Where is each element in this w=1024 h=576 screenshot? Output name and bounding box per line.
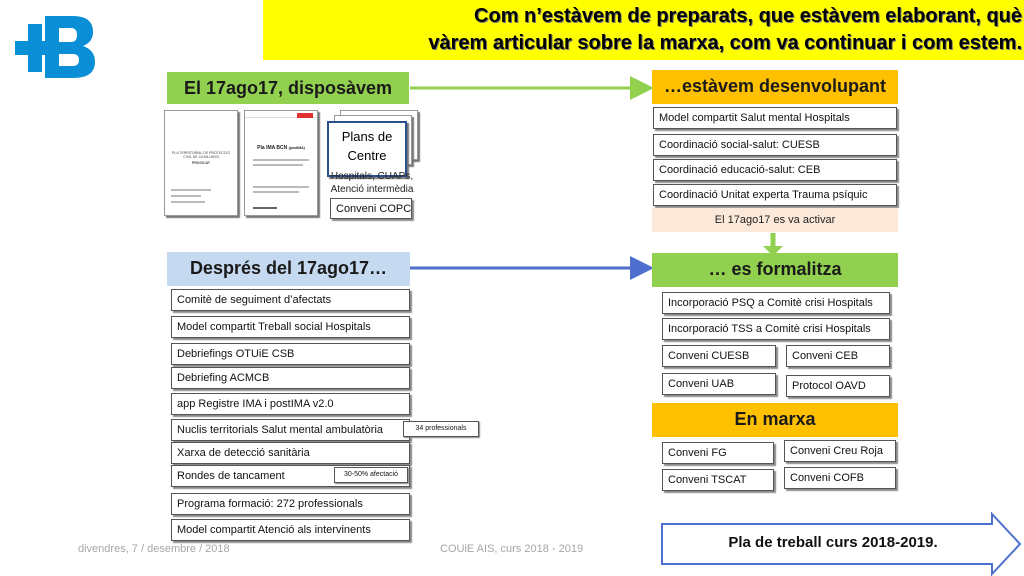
list-item: Xarxa de detecció sanitària bbox=[171, 442, 410, 464]
title-line-2: vàrem articular sobre la marxa, com va continuar i com estem. bbox=[428, 32, 1022, 54]
footer-course: COUiE AIS, curs 2018 - 2019 bbox=[440, 543, 584, 555]
list-item: app Registre IMA i postIMA v2.0 bbox=[171, 393, 410, 415]
plans-de-centre: Plans de Centre bbox=[327, 121, 407, 177]
doc-procicat bbox=[164, 110, 238, 216]
plans-caption: Hospitals, CUAPs, Atenció intermèdia bbox=[330, 171, 414, 195]
activated-note: El 17ago17 es va activar bbox=[652, 208, 898, 232]
footer-date: divendres, 7 / desembre / 2018 bbox=[78, 543, 230, 555]
header-formalitza: … es formalitza bbox=[652, 253, 898, 287]
doc-procicat-title: PLA TERRITORIAL DE PROTECCIÓ CIVIL DE CATALUNYA bbox=[172, 151, 230, 159]
tag-afectacio: 30-50% afectació bbox=[334, 467, 408, 483]
list-item: Incorporació PSQ a Comitè crisi Hospitals bbox=[662, 292, 890, 314]
list-item: Coordinació social-salut: CUESB bbox=[653, 134, 897, 156]
list-item: Conveni TSCAT bbox=[662, 469, 774, 491]
list-item: Comitè de seguiment d’afectats bbox=[171, 289, 410, 311]
header-disposavem: El 17ago17, disposàvem bbox=[167, 72, 409, 104]
list-item: Conveni COFB bbox=[784, 467, 896, 489]
list-item: Coordinació Unitat experta Trauma psíquic bbox=[653, 184, 897, 206]
doc-pla-ima-title: Pla IMA BCN bbox=[257, 145, 288, 151]
doc-procicat-sub: PROCICAT bbox=[191, 161, 211, 165]
list-item: Model compartit Treball social Hospitals bbox=[171, 316, 410, 338]
title-line-1: Com n’estàvem de preparats, que estàvem elaborant, què bbox=[474, 5, 1022, 27]
list-item: Conveni FG bbox=[662, 442, 774, 464]
list-item: Conveni Creu Roja bbox=[784, 440, 896, 462]
list-item: Conveni CUESB bbox=[662, 345, 776, 367]
header-en-marxa: En marxa bbox=[652, 403, 898, 437]
list-item: Debriefings OTUiE CSB bbox=[171, 343, 410, 365]
list-item: Incorporació TSS a Comitè crisi Hospitals bbox=[662, 318, 890, 340]
list-item: Protocol OAVD bbox=[786, 375, 890, 397]
header-despres: Després del 17ago17… bbox=[167, 252, 410, 286]
list-item: Coordinació educació-salut: CEB bbox=[653, 159, 897, 181]
list-item: Programa formació: 272 professionals bbox=[171, 493, 410, 515]
doc-pla-ima bbox=[244, 110, 318, 216]
doc-pla-ima-sub: (postIMA) bbox=[288, 146, 305, 150]
pla-treball-label: Pla de treball curs 2018-2019. bbox=[728, 534, 938, 551]
list-item: Debriefing ACMCB bbox=[171, 367, 410, 389]
list-item: Conveni CEB bbox=[786, 345, 890, 367]
list-item: Model compartit Atenció als intervinents bbox=[171, 519, 410, 541]
header-desenvolupant: …estàvem desenvolupant bbox=[652, 70, 898, 104]
conveni-copc: Conveni COPC bbox=[330, 198, 412, 219]
list-item: Conveni UAB bbox=[662, 373, 776, 395]
list-item: Rondes de tancament bbox=[171, 465, 410, 487]
list-item: Nuclis territorials Salut mental ambulatòria bbox=[171, 419, 410, 441]
list-item: Model compartit Salut mental Hospitals bbox=[653, 107, 897, 129]
tag-34-professionals: 34 professionals bbox=[403, 421, 479, 437]
